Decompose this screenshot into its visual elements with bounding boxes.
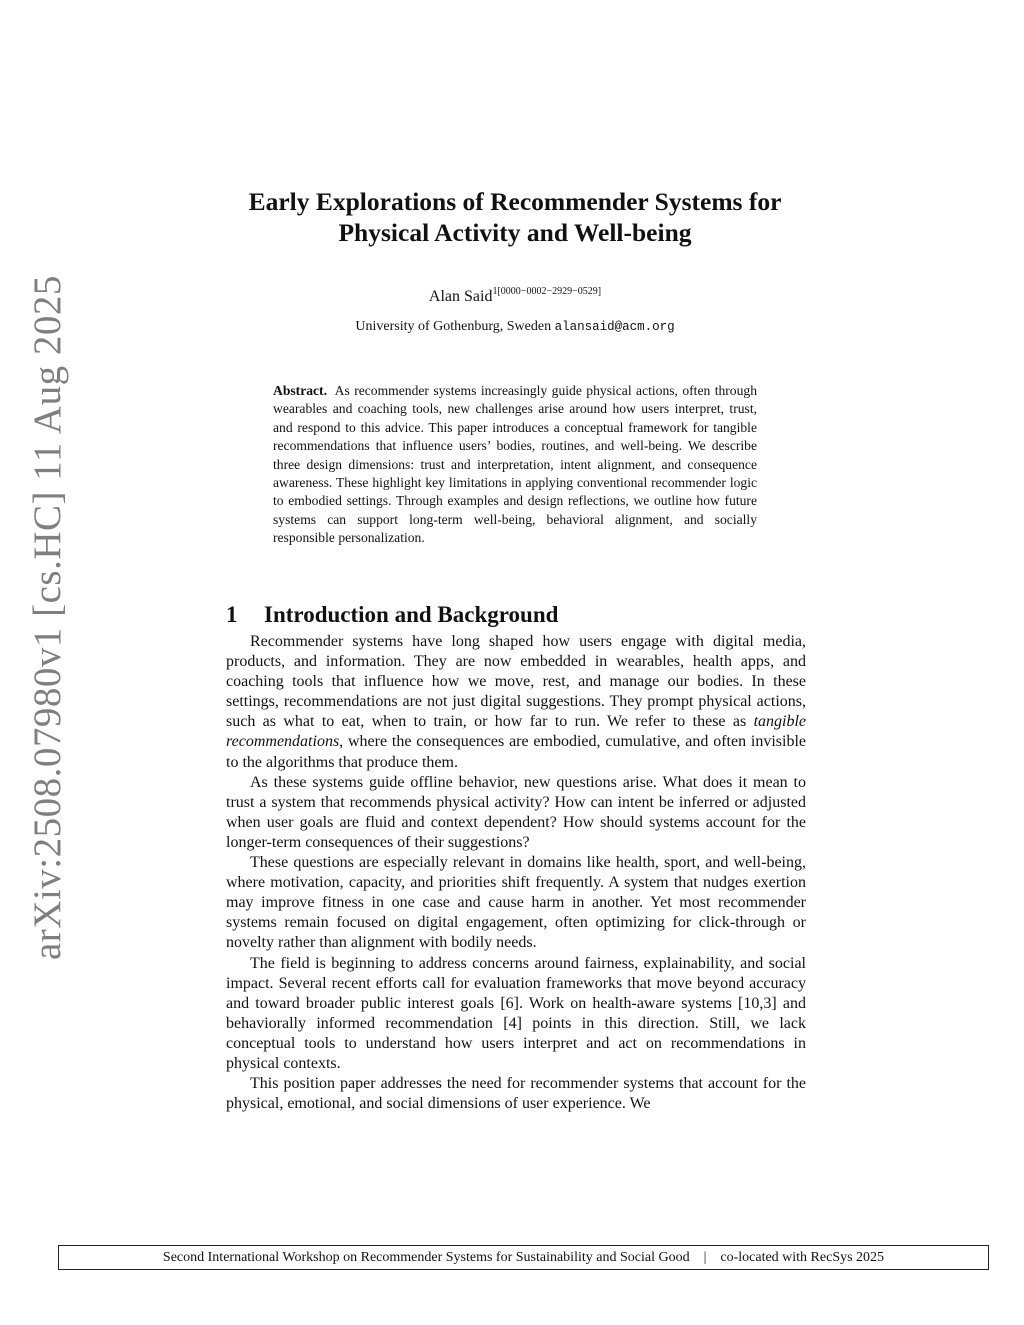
author-orcid: 1[0000−0002−2929−0529]	[492, 286, 602, 297]
paragraph-2: As these systems guide offline behavior, new questions arise. What does it mean to trust a system that recommends physical activity? How can intent be inferred or adjusted when user goals are fluid and context dependent? How should systems account for the longer-term consequences of their suggestions?	[226, 773, 806, 851]
section-title: Introduction and Background	[264, 602, 559, 627]
affiliation-text: University of Gothenburg, Sweden	[355, 319, 552, 334]
footer-colocation: co-located with RecSys 2025	[720, 1250, 885, 1265]
author-line	[300, 280, 730, 309]
footer-separator: |	[703, 1250, 707, 1265]
paragraph-4: The field is beginning to address concerns around fairness, explainability, and social impact. Several recent efforts call for evaluation frameworks that move beyond accuracy and toward broader public interest goals [6]. Work on health-aware systems [10,3] and behaviorally informed recommendation [4] points in this direction. Still, we lack conceptual tools to understand how users interpret and act on recommendations in physical contexts.	[226, 954, 806, 1072]
abstract-label: Abstract.	[273, 383, 327, 398]
author-name: Alan Said	[428, 288, 493, 305]
paragraph-1: Recommender systems have long shaped how users engage with digital media, products, and information. They are now embedded in wearables, health apps, and coaching tools that influence how we move, rest, and manage our bodies. In these settings, recommendations are not just digital suggestions. They prompt physical actions, such as what to eat, when to train, or how far to run. We refer to these as tangible recommendations, where the consequences are embodied, cumulative, and often invisible to the algorithms that produce them.	[226, 633, 806, 771]
workshop-footer	[58, 1245, 989, 1270]
section-body	[226, 632, 806, 1114]
paper-title-line-2: Physical Activity and Well-being	[338, 218, 692, 247]
footer-workshop-name: Second International Workshop on Recommender Systems for Sustainability and Social Good	[162, 1250, 690, 1265]
paper-title-line-1: Early Explorations of Recommender Systems for	[248, 187, 782, 216]
section-number: 1	[226, 602, 238, 627]
emphasis-tangible-recommendations: tangible recommendations	[226, 713, 806, 751]
abstract-text: As recommender systems increasingly guide physical actions, often through wearables and coaching tools, new challenges arise around how users interpret, trust, and respond to this advice. This paper introduces a conceptual framework for tangible recommendations that influence users’ bodies, routines, and well-being. We describe three design dimensions: trust and interpretation, intent alignment, and consequence awareness. These highlight key limitations in applying conventional recommender logic to embodied settings. Through examples and design reflections, we outline how future systems can support long-term well-being, behavioral alignment, and socially responsible personalization.	[273, 383, 757, 546]
arxiv-identifier-stamp: arXiv:2508.07980v1 [cs.HC] 11 Aug 2025	[26, 275, 69, 960]
paragraph-5: This position paper addresses the need for recommender systems that account for the physical, emotional, and social dimensions of user experience. We	[226, 1075, 806, 1113]
paragraph-3: These questions are especially relevant in domains like health, sport, and well-being, where motivation, capacity, and priorities shift frequently. A system that nudges exertion may improve fitness in one case and cause harm in another. Yet most recommender systems remain focused on digital engagement, often optimizing for click-through or novelty rather than alignment with bodily needs.	[226, 854, 806, 952]
section-heading	[226, 598, 806, 632]
paper-title	[180, 186, 850, 248]
affiliation-line	[250, 316, 780, 338]
abstract	[273, 382, 757, 548]
author-email: alansaid@acm.org	[554, 320, 675, 334]
